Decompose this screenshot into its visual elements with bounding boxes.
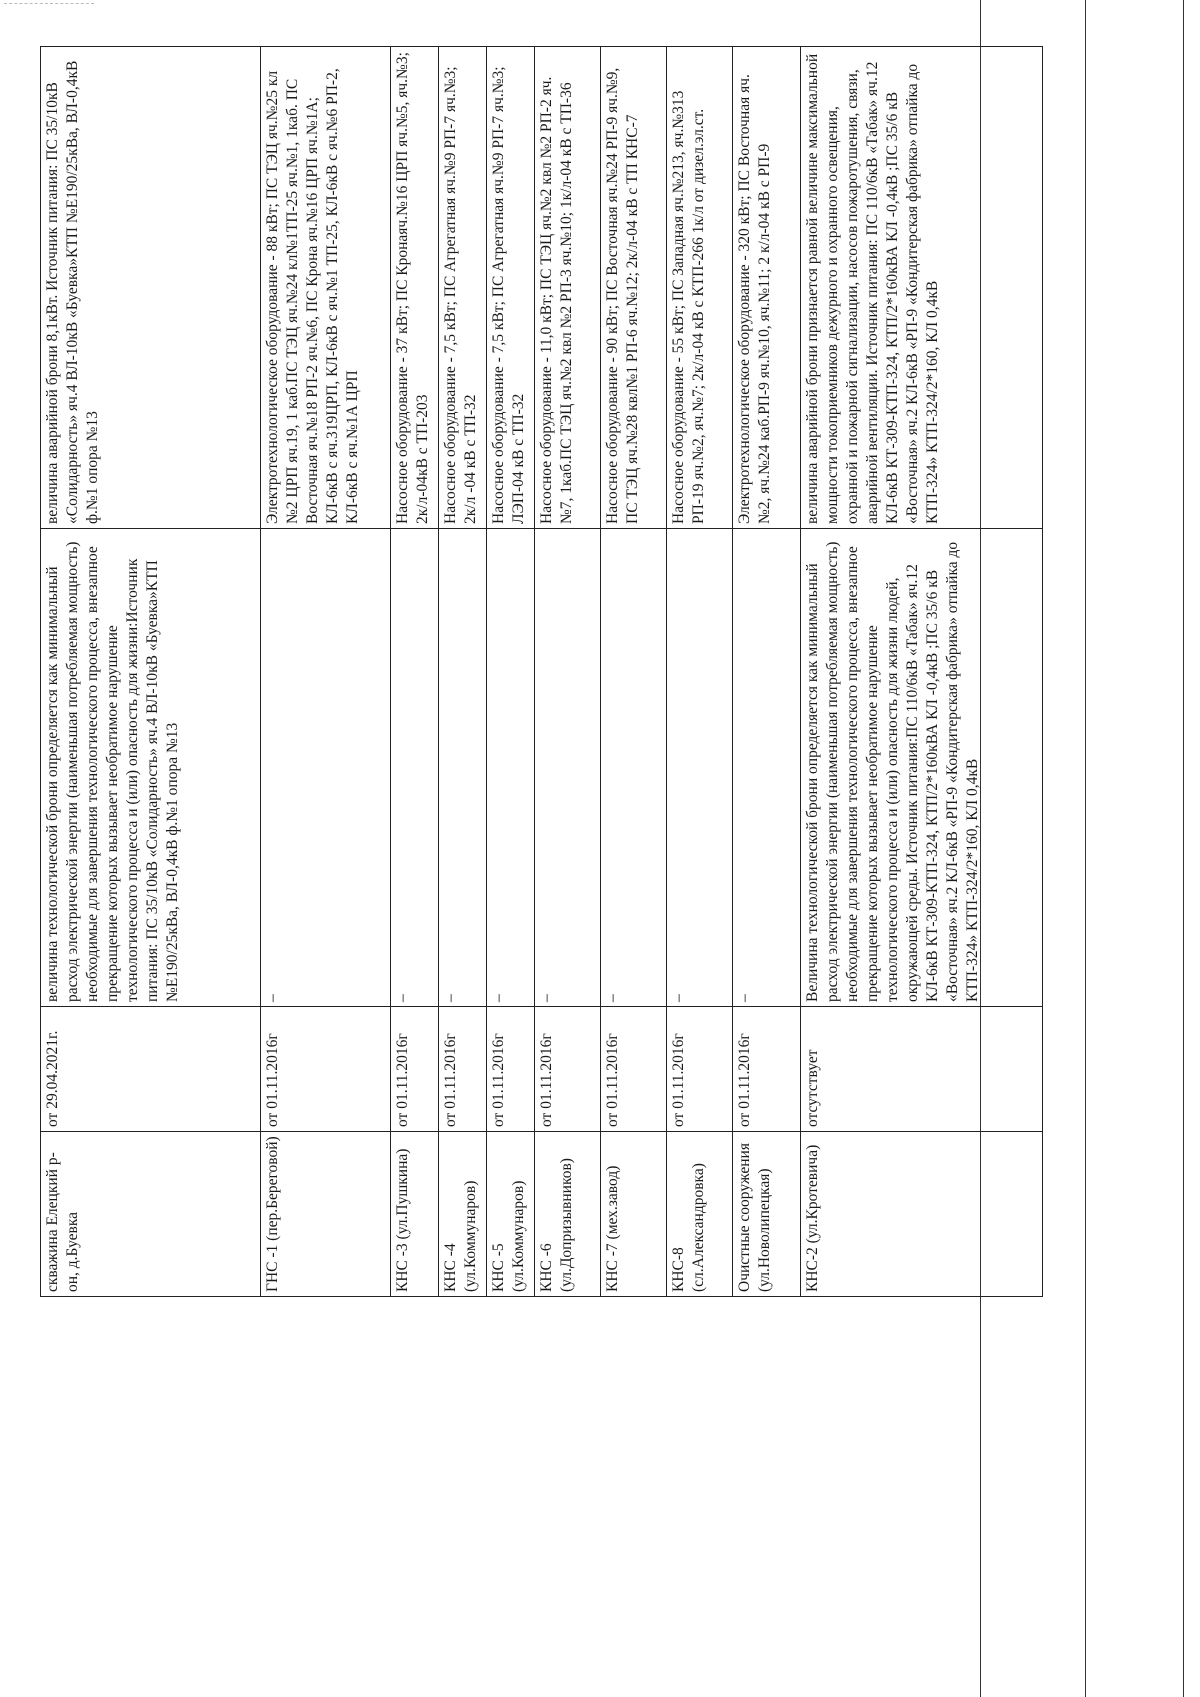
- technological-reserve-cell: –: [391, 529, 439, 1007]
- emergency-reserve-cell: величина аварийной брони признается равной величине максимальной мощности токоприемников дежурного и охранного освещения, охранной и пожарной сигнализации, насосов пожаротушения, связи, аварийной вентиляции. Источник питания: ПС 110/6кВ «Табак» яч.12 КЛ-6кВ КТ-309-КТП-324, КТП/2*160кВА КЛ -0,4кВ ;ПС 35/6 кВ «Восточная» яч.2 КЛ-6кВ «РП-9 «Кондитерская фабрика» отпайка до КТП-324» КТП-324/2*160, КЛ 0,4кВ: [801, 47, 1043, 529]
- object-name-cell: ГНС -1 (пер.Береговой): [261, 1132, 391, 1297]
- table-row: [261, 47, 391, 1297]
- object-name-cell: КНС -6 (ул.Допризывников): [535, 1132, 601, 1297]
- act-date-cell: от 01.11.2016г: [535, 1007, 601, 1132]
- act-date-cell: от 01.11.2016г: [733, 1007, 801, 1132]
- object-name-cell: КНС-8 (сл.Александровка): [667, 1132, 733, 1297]
- technological-reserve-cell: Величина технологической брони определяется как минимальный расход электрической энергии (наименьшая потребляемая мощность) необходимые для завершения технологического процесса, внезапное прекращение которых вызывает необратимое нарушение технологического процесса и (или) опасность для жизни людей, окружающей среды. Источник питания:ПС 110/6кВ «Табак» яч.12 КЛ-6кВ КТ-309-КТП-324, КТП/2*160кВА КЛ -0,4кВ ;ПС 35/6 кВ «Восточная» яч.2 КЛ-6кВ «РП-9 «Кондитерская фабрика» отпайка до КТП-324» КТП-324/2*160, КЛ 0,4кВ: [801, 529, 1043, 1007]
- act-date-cell: от 01.11.2016г: [667, 1007, 733, 1132]
- technological-reserve-cell: –: [733, 529, 801, 1007]
- emergency-reserve-cell: Насосное оборудование - 11,0 кВт; ПС ТЭЦ яч.№2 квл №2 РП-2 яч.№7, 1каб.ПС ТЭЦ яч.№2 квл №2 РП-3 яч.№10; 1к/л-04 кВ с ТП-36: [535, 47, 601, 529]
- emergency-reserve-cell: Насосное оборудование - 90 кВт; ПС Восточная яч.№24 РП-9 яч.№9, ПС ТЭЦ яч.№28 квл№1 РП-6 яч.№12; 2к/л-04 кВ с ТП КНС-7: [601, 47, 667, 529]
- act-date-cell: от 01.11.2016г: [391, 1007, 439, 1132]
- technological-reserve-cell: –: [535, 529, 601, 1007]
- table-row: [439, 47, 487, 1297]
- technological-reserve-cell: –: [487, 529, 535, 1007]
- act-date-cell: от 01.11.2016г: [261, 1007, 391, 1132]
- technological-reserve-cell: –: [601, 529, 667, 1007]
- object-name-cell: КНС -4 (ул.Коммунаров): [439, 1132, 487, 1297]
- technological-reserve-cell: величина технологической брони определяется как минимальный расход электрической энергии (наименьшая потребляемая мощность) необходимые для завершения технологического процесса, внезапное прекращение которых вызывает необратимое нарушение технологического процесса и (или) опасность для жизни:Источник питания: ПС 35/10кВ «Солидарность» яч.4 ВЛ-10кВ «Буевка»КТП №Е190/25кВа, ВЛ-0,4кВ ф.№1 опора №13: [41, 529, 261, 1007]
- object-name-cell: КНС-2 (ул.Кротевича): [801, 1132, 1043, 1297]
- table-row: [535, 47, 601, 1297]
- act-date-cell: отсутствует: [801, 1007, 1043, 1132]
- emergency-reserve-cell: Насосное оборудование - 7,5 кВт; ПС Агрегатная яч.№9 РП-7 яч.№3; ЛЭП-04 кВ с ТП-32: [487, 47, 535, 529]
- table-row: [801, 47, 1043, 1297]
- object-name-cell: Очистные сооружения (ул.Новолипецкая): [733, 1132, 801, 1297]
- scan-margin-mark: [4, 3, 94, 4]
- rotated-table-wrapper: [40, 47, 1175, 1297]
- emergency-reserve-cell: величина аварийной брони 8,1кВт. Источник питания: ПС 35/10кВ «Солидарность» яч.4 ВЛ-10кВ «Буевка»КТП №Е190/25кВа, ВЛ-0,4кВ ф.№1 опора №13: [41, 47, 261, 529]
- table-row: [601, 47, 667, 1297]
- object-name-cell: КНС -7 (мех.завод): [601, 1132, 667, 1297]
- object-name-cell: скважина Елецкий р-он, д.Буевка: [41, 1132, 261, 1297]
- table-row: [733, 47, 801, 1297]
- act-date-cell: от 29.04.2021г.: [41, 1007, 261, 1132]
- technological-reserve-cell: –: [261, 529, 391, 1007]
- signature-line: [1183, 0, 1184, 1697]
- emergency-reserve-cell: Насосное оборудование - 37 кВт; ПС Кронаяч.№16 ЦРП яч.№5, яч.№3; 2к/л-04кВ с ТП-203: [391, 47, 439, 529]
- technological-reserve-cell: –: [667, 529, 733, 1007]
- act-date-cell: от 01.11.2016г: [601, 1007, 667, 1132]
- table-row: [391, 47, 439, 1297]
- object-name-cell: КНС -5 (ул.Коммунаров): [487, 1132, 535, 1297]
- table-row: [667, 47, 733, 1297]
- act-date-cell: от 01.11.2016г: [439, 1007, 487, 1132]
- table-row: [41, 47, 261, 1297]
- table-row: [487, 47, 535, 1297]
- emergency-reserve-cell: Электротехнологическое оборудование - 88 кВт; ПС ТЭЦ яч.№25 кл №2 ЦРП яч.19, 1 каб.ПС ТЭЦ яч.№24 кл№1ТП-25 яч.№1, 1каб. ПС Восточная яч.№18 РП-2 яч.№6, ПС Крона яч.№16 ЦРП яч.№1А; КЛ-6кВ с яч.319ЦРП, КЛ-6кВ с яч.№1 ТП-25, КЛ-6кВ с яч.№6 РП-2, КЛ-6кВ с яч.№1А ЦРП: [261, 47, 391, 529]
- emergency-reserve-cell: Электротехнологическое оборудование - 320 кВт; ПС Восточная яч.№2, яч.№24 каб.РП-9 яч.№10, яч.№11; 2 к/л-04 кВ с РП-9: [733, 47, 801, 529]
- act-date-cell: от 01.11.2016г: [487, 1007, 535, 1132]
- emergency-reserve-cell: Насосное оборудование - 55 кВт; ПС Западная яч.№213, яч.№313 РП-19 яч.№2, яч.№7; 2к/л-04 кВ с КТП-266 1к/л от дизел.эл.ст.: [667, 47, 733, 529]
- emergency-reserve-cell: Насосное оборудование - 7,5 кВт; ПС Агрегатная яч.№9 РП-7 яч.№3; 2к/л -04 кВ с ТП-32: [439, 47, 487, 529]
- technological-reserve-cell: –: [439, 529, 487, 1007]
- object-name-cell: КНС -3 (ул.Пушкина): [391, 1132, 439, 1297]
- power-reserve-table: [40, 46, 1043, 1297]
